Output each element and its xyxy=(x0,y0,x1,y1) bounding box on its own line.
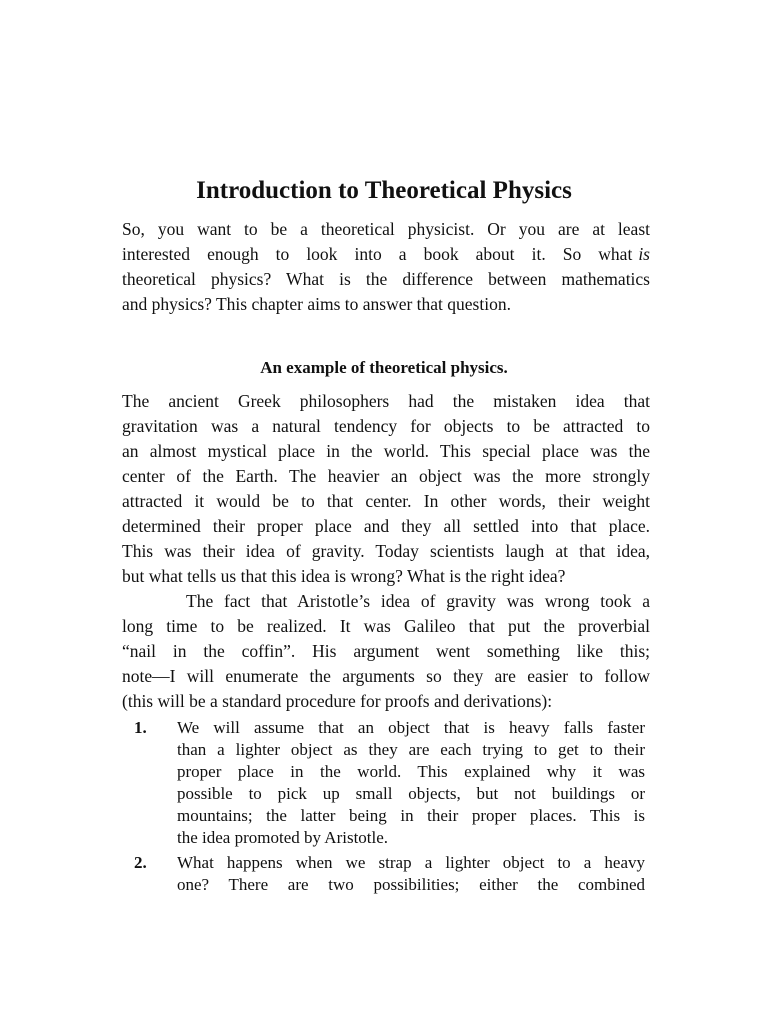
para1-line-3: an almost mystical place in the world. This special place was the xyxy=(122,441,650,461)
section-heading: An example of theoretical physics. xyxy=(260,358,508,377)
para1-line-1: The ancient Greek philosophers had the mistaken idea that xyxy=(122,391,650,411)
list-item-1-line-3: proper place in the world. This explained why it was xyxy=(177,762,645,781)
list-item-2-line-1: What happens when we strap a lighter object to a heavy xyxy=(177,853,645,872)
list-item-2-number: 2. xyxy=(134,853,147,872)
intro-line-2 xyxy=(122,242,650,266)
para1-line-6: determined their proper place and they all settled into that place. xyxy=(122,516,650,536)
para1-line-8: but what tells us that this idea is wrong? What is the right idea? xyxy=(122,566,566,586)
para2-line-1: The fact that Aristotle’s idea of gravity was wrong took a xyxy=(186,591,650,611)
list-item-1-line-1: We will assume that an object that is heavy falls faster xyxy=(177,718,645,737)
intro-line-4: and physics? This chapter aims to answer that question. xyxy=(122,294,511,314)
para2-line-4: note—I will enumerate the arguments so they are easier to follow xyxy=(122,666,650,686)
page-title: Introduction to Theoretical Physics xyxy=(196,177,572,204)
list-item-1-number: 1. xyxy=(134,718,147,737)
para2-line-3: “nail in the coffin”. His argument went something like this; xyxy=(122,641,650,661)
intro-line-2-text: interested enough to look into a book about it. So what xyxy=(122,244,633,264)
list-item-1-line-4: possible to pick up small objects, but not buildings or xyxy=(177,784,645,803)
intro-emphasis-is: is xyxy=(638,244,650,264)
list-item-1-line-6: the idea promoted by Aristotle. xyxy=(177,828,389,847)
para2-line-2: long time to be realized. It was Galileo that put the proverbial xyxy=(122,616,650,636)
list-item-2-line-2: one? There are two possibilities; either the combined xyxy=(177,875,645,894)
para1-line-2: gravitation was a natural tendency for objects to be attracted to xyxy=(122,416,650,436)
list-item-1-line-2: than a lighter object as they are each trying to get to their xyxy=(177,740,645,759)
intro-line-1: So, you want to be a theoretical physicist. Or you are at least xyxy=(122,219,650,239)
para1-line-4: center of the Earth. The heavier an object was the more strongly xyxy=(122,466,650,486)
para2-line-5: (this will be a standard procedure for proofs and derivations): xyxy=(122,691,553,711)
intro-line-3: theoretical physics? What is the difference between mathematics xyxy=(122,269,650,289)
para1-line-5: attracted it would be to that center. In other words, their weight xyxy=(122,491,650,511)
list-item-1-line-5: mountains; the latter being in their proper places. This is xyxy=(177,806,645,825)
para1-line-7: This was their idea of gravity. Today scientists laugh at that idea, xyxy=(122,541,650,561)
